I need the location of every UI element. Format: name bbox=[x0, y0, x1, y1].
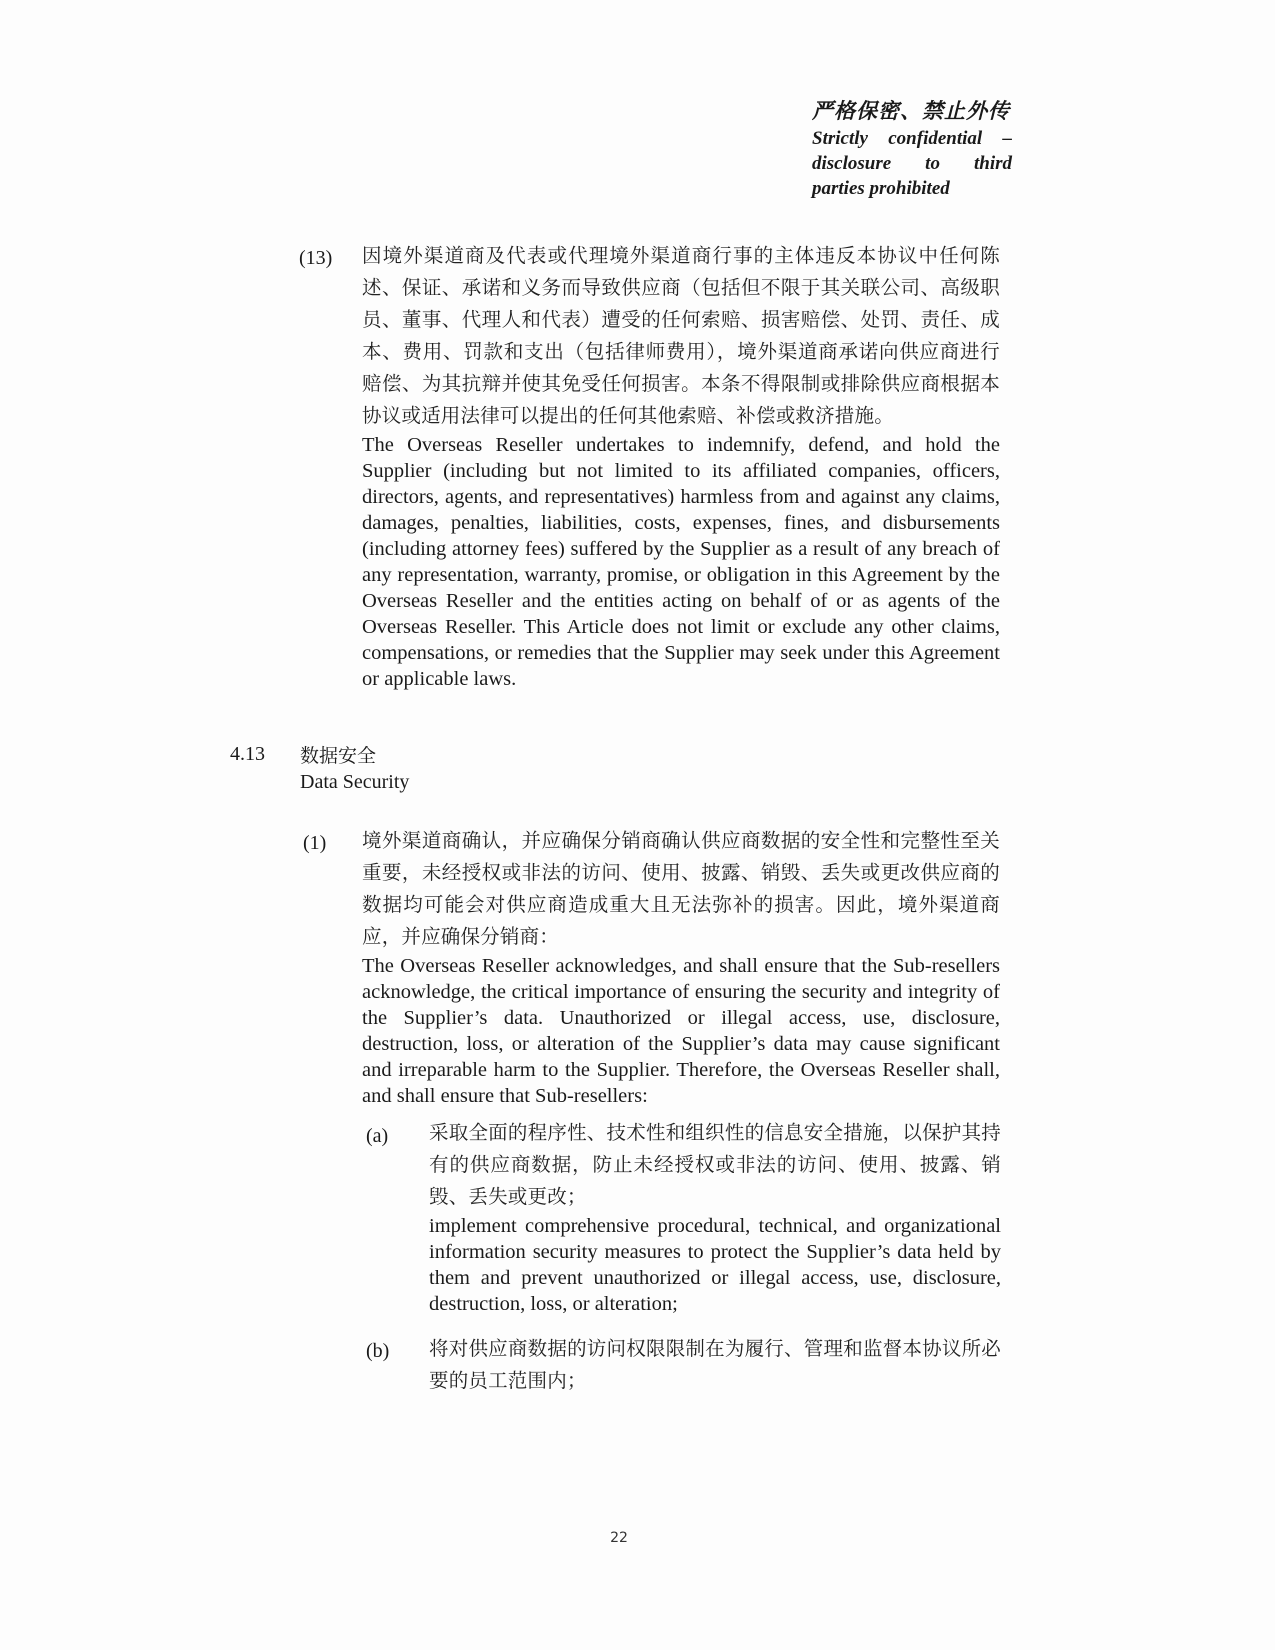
clause-13-number: (13) bbox=[299, 247, 333, 269]
clause-1-text-en: The Overseas Reseller acknowledges, and shall ensure that the Sub-resellers acknowledge, the critical importance of ensuring the security and integrity of the Supplier’s data. Unauthorized or illegal access, use, disclosure, destruction, loss, or alteration of the Supplier’s data may cause significant and irreparable harm to the Supplier. Therefore, the Overseas Reseller shall, and shall ensure that Sub-resellers: bbox=[362, 955, 1000, 1107]
clause-1-number: (1) bbox=[303, 832, 327, 854]
section-4-13-number: 4.13 bbox=[230, 743, 265, 765]
item-a-text-en: implement comprehensive procedural, technical, and organizational information security measures to protect the Supplier’s data held by them and prevent unauthorized or illegal access, use, disclosure, destruction, loss, or alteration; bbox=[429, 1215, 1001, 1315]
confidentiality-notice bbox=[812, 96, 1012, 201]
section-4-13-title-en: Data Security bbox=[300, 771, 410, 793]
section-4-13-title-cn: 数据安全 bbox=[300, 745, 377, 767]
item-a-number: (a) bbox=[366, 1125, 389, 1147]
page-number: 22 bbox=[610, 1530, 628, 1546]
item-a bbox=[429, 1117, 1001, 1317]
clause-13-text-cn: 因境外渠道商及代表或代理境外渠道商行事的主体违反本协议中任何陈述、保证、承诺和义务而导致供应商（包括但不限于其关联公司、高级职员、董事、代理人和代表）遭受的任何索赔、损害赔偿、处罚、责任、成本、费用、罚款和支出（包括律师费用），境外渠道商承诺向供应商进行赔偿、为其抗辩并使其免受任何损害。本条不得限制或排除供应商根据本协议或适用法律可以提出的任何其他索赔、补偿或救济措施。 bbox=[362, 244, 1000, 427]
confidentiality-notice-en-line-2: disclosure to third bbox=[812, 153, 1012, 174]
confidentiality-notice-en-line-1: Strictly confidential – bbox=[812, 128, 1012, 149]
confidentiality-notice-cn: 严格保密、禁止外传 bbox=[812, 99, 1010, 123]
item-b-text-cn: 将对供应商数据的访问权限限制在为履行、管理和监督本协议所必要的员工范围内； bbox=[429, 1337, 1001, 1392]
item-b-number: (b) bbox=[366, 1340, 390, 1362]
clause-13-text-en: The Overseas Reseller undertakes to indemnify, defend, and hold the Supplier (including but not limited to its affiliated companies, officers, directors, agents, and representatives) harmless from and against any claims, damages, penalties, liabilities, costs, expenses, fines, and disbursements (including attorney fees) suffered by the Supplier as a result of any breach of any representation, warranty, promise, or obligation in this Agreement by the Overseas Reseller and the entities acting on behalf of or as agents of the Overseas Reseller. This Article does not limit or exclude any other claims, compensations, or remedies that the Supplier may seek under this Agreement or applicable laws. bbox=[362, 434, 1000, 690]
confidentiality-notice-en-line-3: parties prohibited bbox=[812, 178, 950, 199]
item-b bbox=[429, 1333, 1001, 1397]
clause-1-text-cn: 境外渠道商确认，并应确保分销商确认供应商数据的安全性和完整性至关重要，未经授权或非法的访问、使用、披露、销毁、丢失或更改供应商的数据均可能会对供应商造成重大且无法弥补的损害。因此，境外渠道商应，并应确保分销商： bbox=[362, 829, 1000, 948]
item-a-text-cn: 采取全面的程序性、技术性和组织性的信息安全措施，以保护其持有的供应商数据，防止未经授权或非法的访问、使用、披露、销毁、丢失或更改； bbox=[429, 1121, 1001, 1208]
clause-1 bbox=[362, 825, 1000, 1109]
clause-13 bbox=[362, 240, 1000, 692]
